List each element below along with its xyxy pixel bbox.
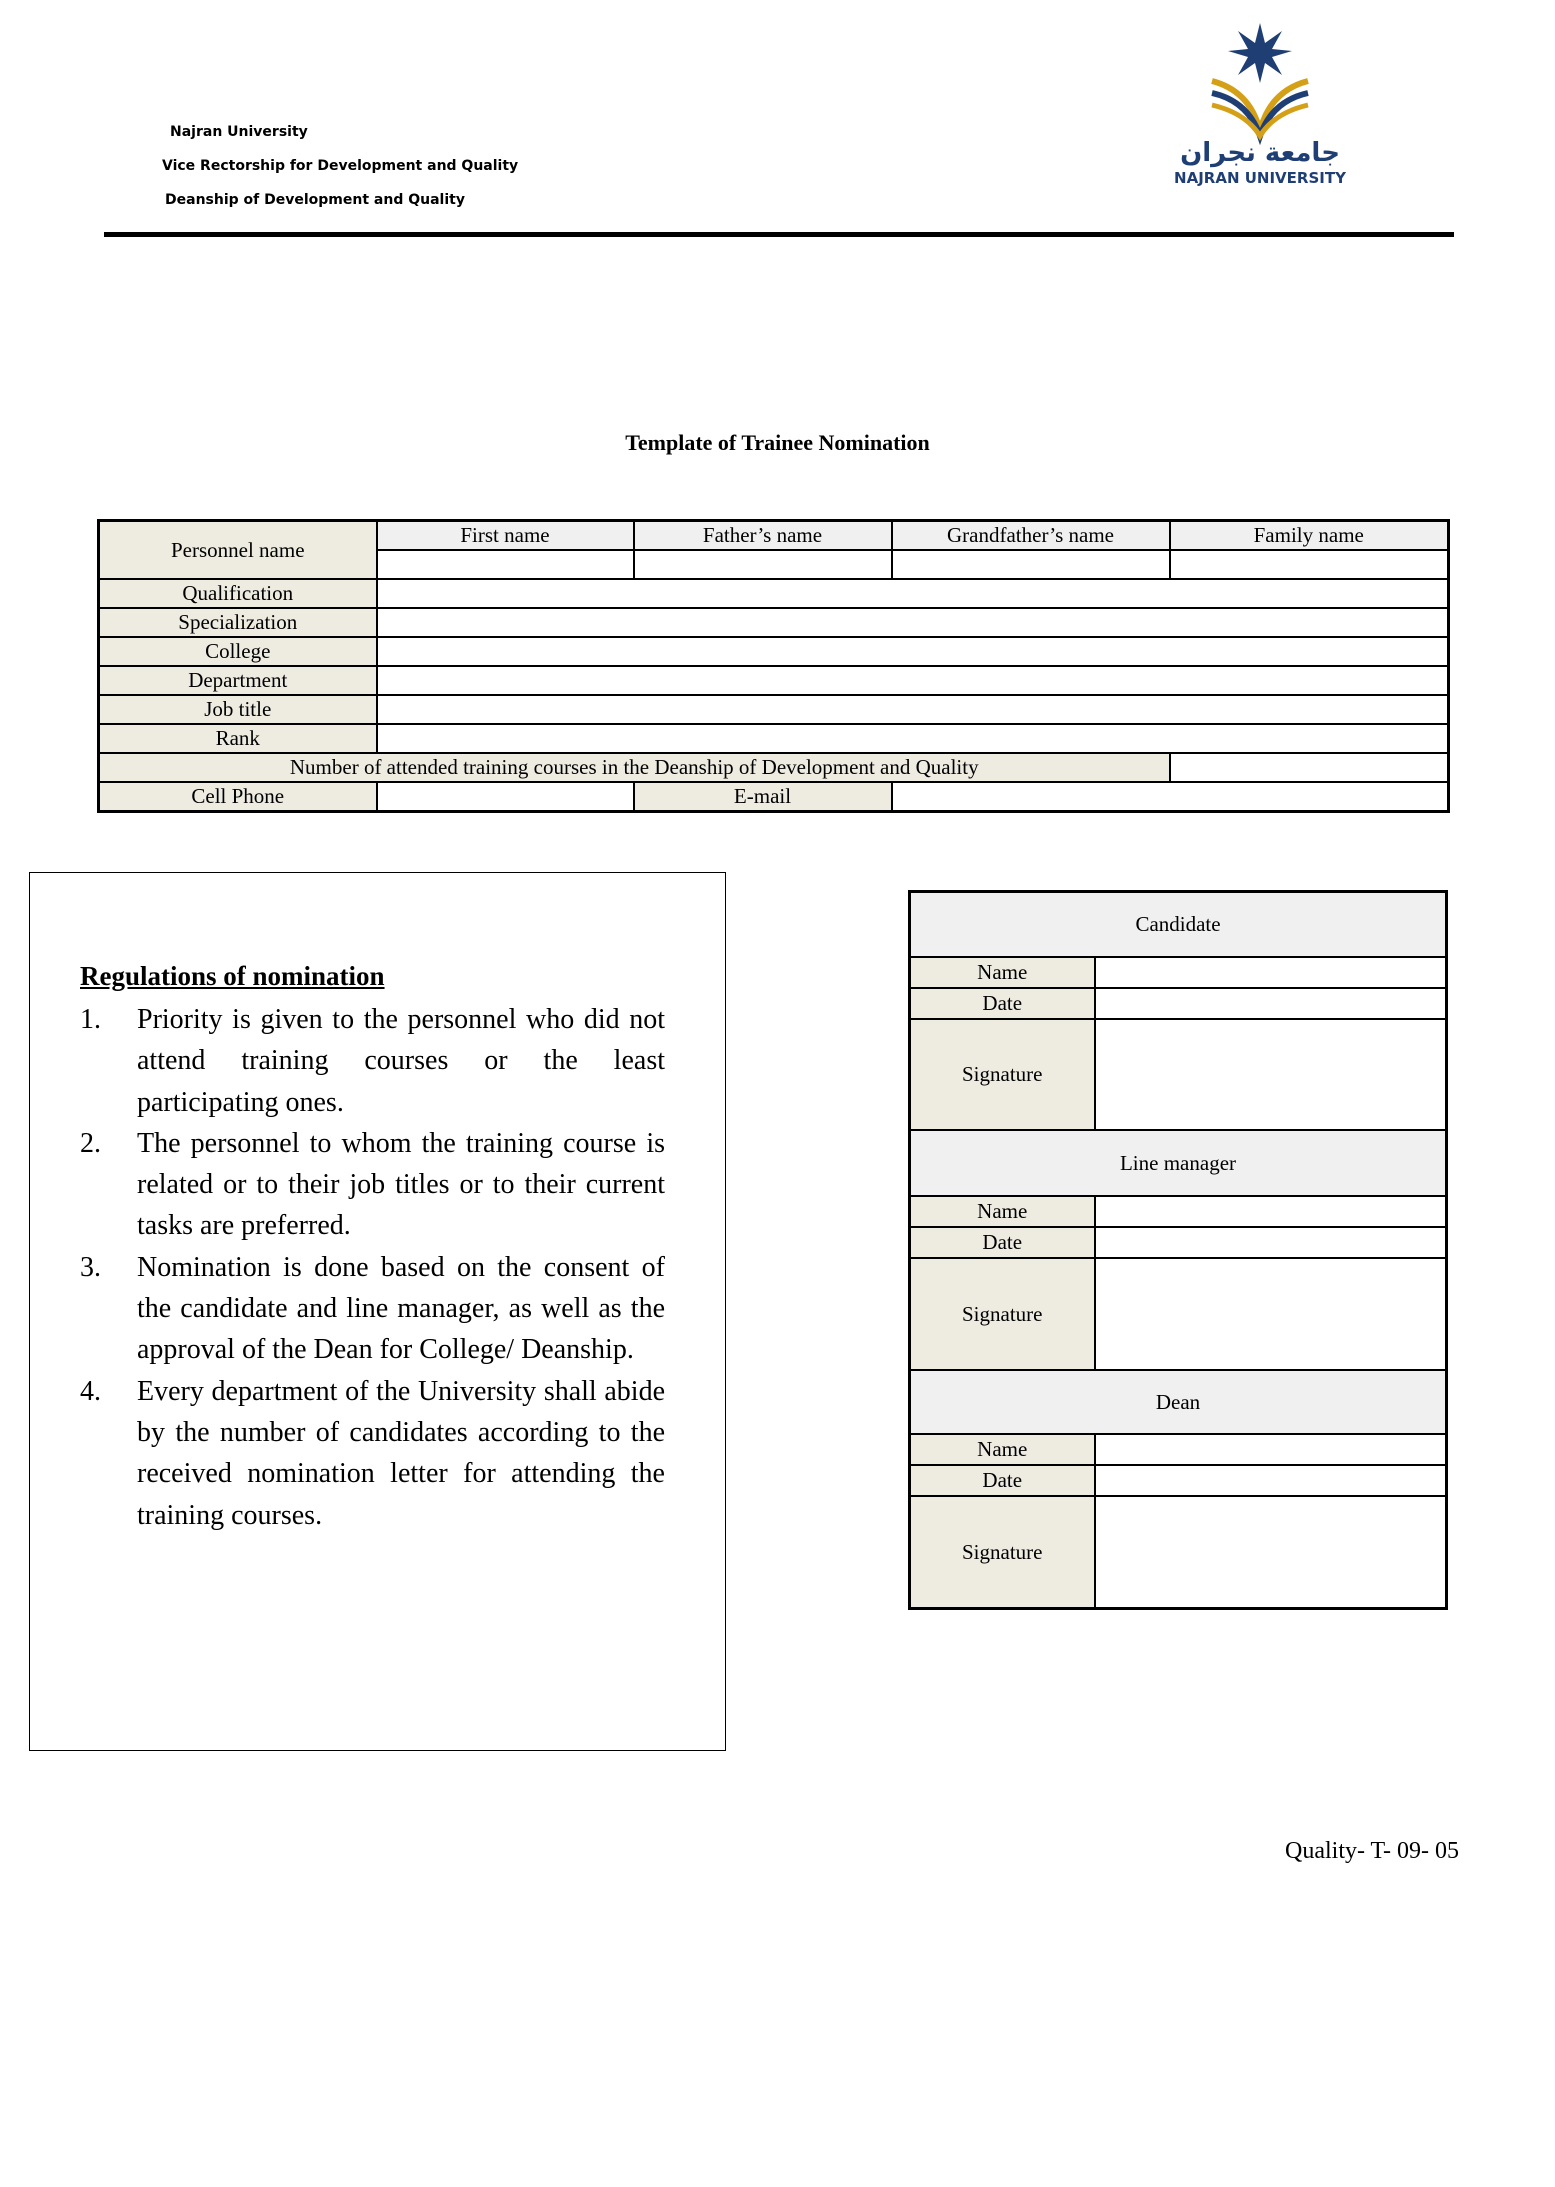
logo-arabic-text: جامعة نجران — [1180, 138, 1340, 168]
regulation-text: Every department of the University shall abide by the number of candidates according to the received nomination letter for attending the training courses. — [137, 1375, 665, 1531]
line-manager-name-label: Name — [910, 1196, 1095, 1227]
dean-date-field[interactable] — [1095, 1465, 1447, 1496]
dean-signature-field[interactable] — [1095, 1496, 1447, 1609]
department-field[interactable] — [377, 666, 1449, 695]
job-title-field[interactable] — [377, 695, 1449, 724]
candidate-name-field[interactable] — [1095, 957, 1447, 988]
line-manager-signature-label: Signature — [910, 1258, 1095, 1370]
college-label: College — [99, 637, 377, 666]
line-manager-date-label: Date — [910, 1227, 1095, 1258]
candidate-date-field[interactable] — [1095, 988, 1447, 1019]
email-label: E-mail — [634, 782, 892, 812]
specialization-label: Specialization — [99, 608, 377, 637]
regulation-item — [80, 999, 665, 1123]
header-rule — [104, 232, 1454, 237]
line-manager-section-header: Line manager — [910, 1130, 1447, 1196]
regulations-title: Regulations of nomination — [80, 961, 385, 991]
fathers-name-field[interactable] — [634, 550, 892, 579]
star-icon — [1228, 23, 1292, 83]
cell-phone-label: Cell Phone — [99, 782, 377, 812]
rank-field[interactable] — [377, 724, 1449, 753]
najran-university-logo — [1160, 21, 1360, 186]
regulation-number: 3. — [80, 1251, 101, 1283]
candidate-section-header: Candidate — [910, 892, 1447, 958]
specialization-field[interactable] — [377, 608, 1449, 637]
dean-date-label: Date — [910, 1465, 1095, 1496]
regulation-text: Nomination is done based on the consent of the candidate and line manager, as well as the approval of the Dean for College/ Deanship. — [137, 1251, 665, 1366]
page-title: Template of Trainee Nomination — [625, 430, 930, 455]
regulation-text: Priority is given to the personnel who did not attend training courses or the least participating ones. — [137, 1004, 665, 1118]
department-label: Department — [99, 666, 377, 695]
cell-phone-field[interactable] — [377, 782, 634, 812]
regulation-text: The personnel to whom the training course is related or to their job titles or to their current tasks are preferred. — [137, 1127, 665, 1242]
fathers-name-header: Father’s name — [634, 521, 892, 551]
first-name-field[interactable] — [377, 550, 634, 579]
email-field[interactable] — [892, 782, 1449, 812]
college-field[interactable] — [377, 637, 1449, 666]
regulation-item — [80, 1247, 665, 1371]
line-manager-date-field[interactable] — [1095, 1227, 1447, 1258]
dean-signature-label: Signature — [910, 1496, 1095, 1609]
grandfathers-name-header: Grandfather’s name — [892, 521, 1170, 551]
courses-count-field[interactable] — [1170, 753, 1449, 782]
dean-name-label: Name — [910, 1434, 1095, 1465]
header-deanship: Deanship of Development and Quality — [165, 192, 465, 208]
regulations-box — [29, 872, 726, 1751]
dean-section-header: Dean — [910, 1370, 1447, 1434]
job-title-label: Job title — [99, 695, 377, 724]
header-university: Najran University — [170, 124, 308, 140]
qualification-label: Qualification — [99, 579, 377, 608]
regulations-list — [80, 999, 665, 1536]
dean-name-field[interactable] — [1095, 1434, 1447, 1465]
line-manager-name-field[interactable] — [1095, 1196, 1447, 1227]
logo-english-text: NAJRAN UNIVERSITY — [1174, 169, 1346, 186]
family-name-field[interactable] — [1170, 550, 1449, 579]
form-code: Quality- T- 09- 05 — [1285, 1838, 1459, 1864]
grandfathers-name-field[interactable] — [892, 550, 1170, 579]
courses-count-label: Number of attended training courses in the Deanship of Development and Quality — [99, 753, 1170, 782]
candidate-date-label: Date — [910, 988, 1095, 1019]
regulation-number: 4. — [80, 1375, 101, 1407]
regulation-number: 1. — [80, 1004, 101, 1035]
personnel-name-label: Personnel name — [99, 521, 377, 580]
line-manager-signature-field[interactable] — [1095, 1258, 1447, 1370]
signatures-table — [908, 890, 1448, 1610]
header-vice-rectorship: Vice Rectorship for Development and Quality — [162, 158, 519, 174]
personnel-table — [97, 519, 1450, 813]
candidate-signature-field[interactable] — [1095, 1019, 1447, 1130]
rank-label: Rank — [99, 724, 377, 753]
first-name-header: First name — [377, 521, 634, 551]
candidate-name-label: Name — [910, 957, 1095, 988]
family-name-header: Family name — [1170, 521, 1449, 551]
regulation-number: 2. — [80, 1127, 101, 1159]
qualification-field[interactable] — [377, 579, 1449, 608]
regulation-item — [80, 1371, 665, 1536]
regulation-item — [80, 1123, 665, 1247]
candidate-signature-label: Signature — [910, 1019, 1095, 1130]
